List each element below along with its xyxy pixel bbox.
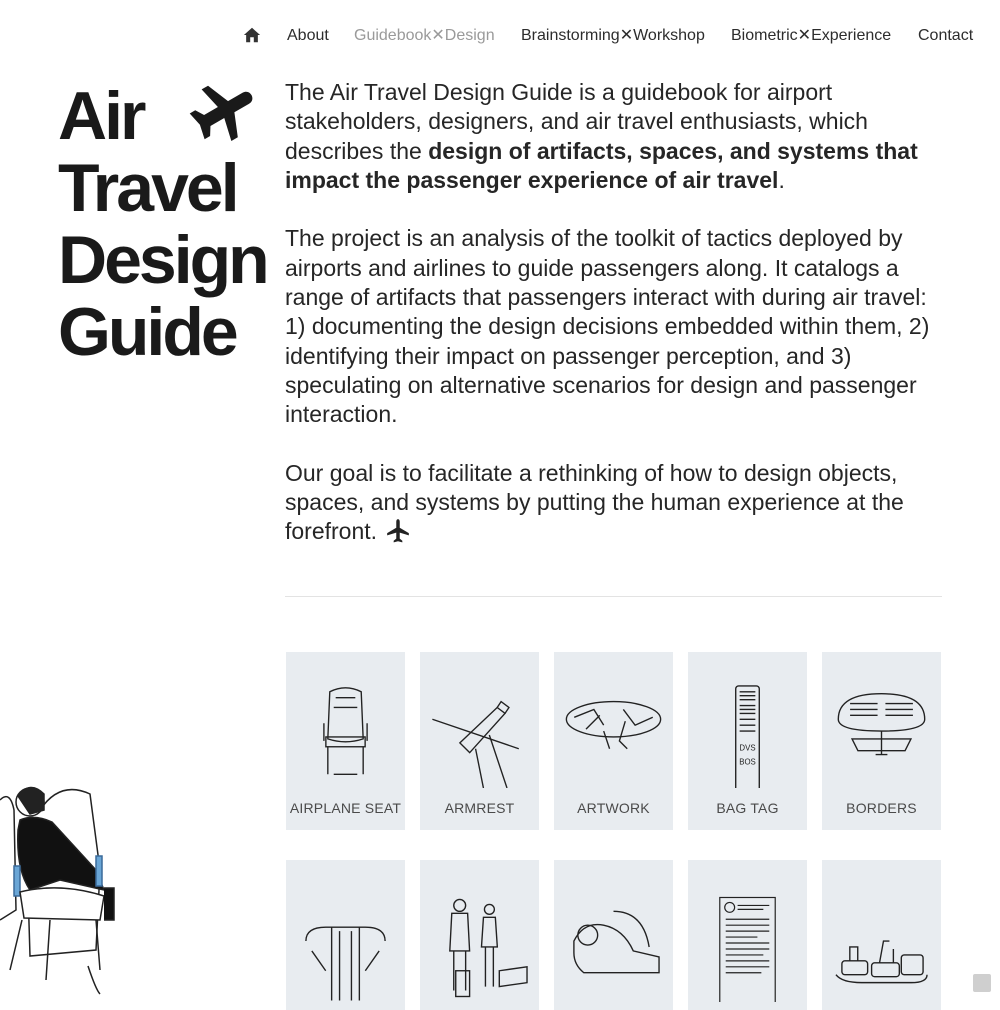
bag-tag-code-1: DVS [739, 743, 756, 753]
intro-paragraph-3 [285, 459, 950, 547]
section-divider [285, 596, 942, 597]
title-line-travel: Travel [58, 150, 237, 226]
artwork-illustration [564, 680, 663, 788]
intro-p3-text: Our goal is to facilitate a rethinking of how to design objects, spaces, and systems by putting the human experience at the forefront. [285, 459, 904, 545]
sleeping-passenger-illustration [564, 890, 663, 1002]
card-artwork[interactable] [554, 652, 673, 830]
lightning-badge-icon[interactable] [973, 974, 991, 992]
lounge-furniture-illustration [832, 890, 931, 1002]
armrest-illustration [430, 680, 529, 788]
card-airplane-seat[interactable] [286, 652, 405, 830]
nav-brainstorming-workshop[interactable]: Brainstorming✕Workshop [521, 27, 705, 44]
card-lounge-furniture[interactable] [822, 860, 941, 1010]
bag-tag-code-2: BOS [739, 757, 756, 767]
seated-passenger-illustration [0, 770, 122, 1000]
customs-form-illustration [698, 890, 797, 1002]
borders-illustration [832, 680, 931, 788]
airplane-icon [188, 78, 256, 146]
nav-about[interactable]: About [287, 27, 329, 44]
airplane-seat-illustration [296, 680, 395, 788]
boarding-bridge-illustration [296, 890, 395, 1002]
title-line-design: Design [58, 222, 267, 298]
title-line-air: Air [58, 78, 144, 154]
nav-contact[interactable]: Contact [918, 27, 974, 44]
intro-p1-emphasis: design of artifacts, spaces, and systems that impact the passenger experience of air travel [285, 137, 918, 193]
card-passengers[interactable] [420, 860, 539, 1010]
title-line-guide: Guide [58, 294, 236, 370]
airplane-icon [385, 518, 411, 544]
bag-tag-illustration [698, 680, 797, 788]
card-label: ARMREST [444, 800, 515, 816]
home-icon[interactable] [243, 26, 261, 44]
card-boarding-bridge[interactable] [286, 860, 405, 1010]
top-navigation [0, 24, 1000, 48]
card-armrest[interactable] [420, 652, 539, 830]
intro-p1-text: The Air Travel Design Guide is a guidebook for airport stakeholders, designers, and air travel enthusiasts, which describes the [285, 79, 868, 164]
intro-text [285, 78, 950, 576]
card-sleeping-passenger[interactable] [554, 860, 673, 1010]
intro-p1-end: . [778, 166, 785, 193]
card-customs-form[interactable] [688, 860, 807, 1010]
intro-paragraph-2: The project is an analysis of the toolkit of tactics deployed by airports and airlines to guide passengers along. It catalogs a range of artifacts that passengers interact with during air travel: 1) documenting the design decisions embedded within them, 2) identifying their impact on passenger perception, and 3) speculating on alternative scenarios for design and passenger interaction. [285, 225, 930, 428]
card-label: AIRPLANE SEAT [289, 800, 402, 816]
card-label: BORDERS [846, 800, 917, 816]
nav-biometric-experience[interactable]: Biometric✕Experience [731, 27, 892, 44]
card-borders[interactable] [822, 652, 941, 830]
nav-guidebook-design[interactable]: Guidebook✕Design [354, 27, 495, 44]
intro-paragraph-1 [285, 78, 950, 195]
card-label: BAG TAG [716, 800, 779, 816]
card-bag-tag[interactable] [688, 652, 807, 830]
passengers-luggage-illustration [430, 890, 529, 1002]
card-label: ARTWORK [577, 800, 650, 816]
